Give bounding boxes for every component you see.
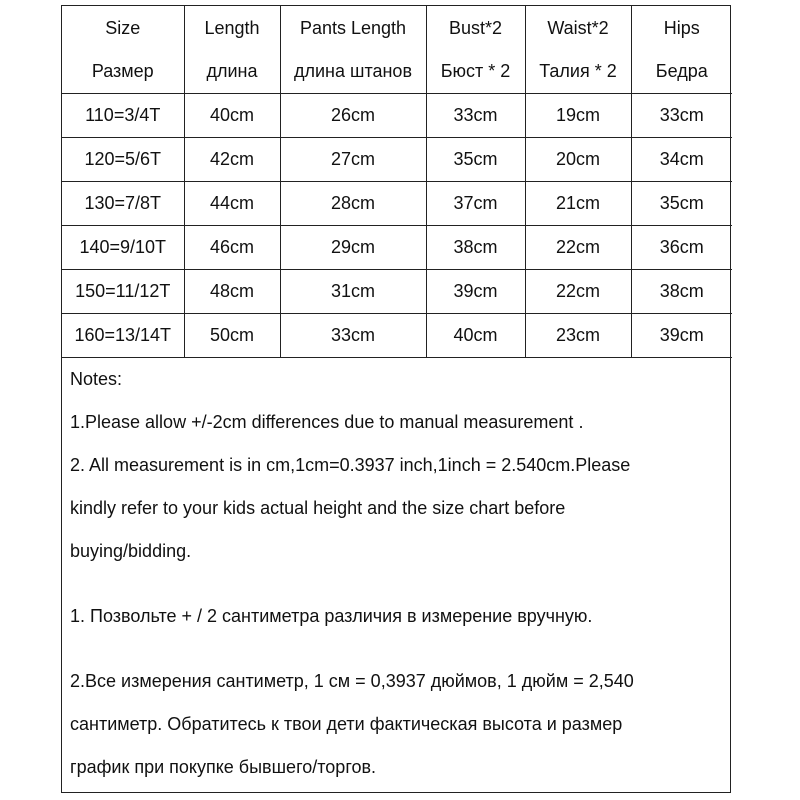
column-header-hips: Hips Бедра xyxy=(631,6,732,94)
cell-length: 46cm xyxy=(184,226,280,270)
cell-size: 130=7/8T xyxy=(62,182,184,226)
cell-bust: 37cm xyxy=(426,182,525,226)
cell-waist: 21cm xyxy=(525,182,631,226)
table-row xyxy=(62,94,732,138)
table-row xyxy=(62,182,732,226)
cell-pants-length: 28cm xyxy=(280,182,426,226)
notes-title: Notes: xyxy=(70,369,123,389)
note-en-2-line-2: kindly refer to your kids actual height and the size chart before xyxy=(70,498,566,518)
size-chart xyxy=(61,5,731,793)
cell-size: 140=9/10T xyxy=(62,226,184,270)
cell-hips: 35cm xyxy=(631,182,732,226)
note-ru-2-line-1: 2.Все измерения сантиметр, 1 см = 0,3937 дюймов, 1 дюйм = 2,540 xyxy=(70,671,634,691)
table-row xyxy=(62,270,732,314)
cell-bust: 39cm xyxy=(426,270,525,314)
header-row xyxy=(62,6,732,94)
cell-pants-length: 29cm xyxy=(280,226,426,270)
column-header-length: Length длина xyxy=(184,6,280,94)
cell-waist: 22cm xyxy=(525,270,631,314)
cell-pants-length: 27cm xyxy=(280,138,426,182)
note-en-2-line-1: 2. All measurement is in cm,1cm=0.3937 inch,1inch = 2.540cm.Please xyxy=(70,455,631,475)
column-header-pants-length: Pants Length длина штанов xyxy=(280,6,426,94)
notes-section xyxy=(62,358,730,789)
column-header-size: Size Размер xyxy=(62,6,184,94)
column-header-waist: Waist*2 Талия * 2 xyxy=(525,6,631,94)
cell-bust: 40cm xyxy=(426,314,525,358)
cell-hips: 34cm xyxy=(631,138,732,182)
size-table xyxy=(62,6,732,358)
note-en-2-line-3: buying/bidding. xyxy=(70,541,192,561)
table-row xyxy=(62,226,732,270)
cell-pants-length: 33cm xyxy=(280,314,426,358)
table-row xyxy=(62,314,732,358)
cell-length: 40cm xyxy=(184,94,280,138)
cell-size: 150=11/12T xyxy=(62,270,184,314)
cell-length: 44cm xyxy=(184,182,280,226)
cell-pants-length: 31cm xyxy=(280,270,426,314)
cell-hips: 38cm xyxy=(631,270,732,314)
note-ru-1: 1. Позвольте + / 2 сантиметра различия в измерение вручную. xyxy=(70,606,593,626)
cell-bust: 35cm xyxy=(426,138,525,182)
cell-size: 160=13/14T xyxy=(62,314,184,358)
cell-length: 42cm xyxy=(184,138,280,182)
cell-hips: 39cm xyxy=(631,314,732,358)
cell-bust: 38cm xyxy=(426,226,525,270)
cell-waist: 23cm xyxy=(525,314,631,358)
cell-pants-length: 26cm xyxy=(280,94,426,138)
cell-bust: 33cm xyxy=(426,94,525,138)
note-ru-2-line-2: сантиметр. Обратитесь к твои дети фактическая высота и размер xyxy=(70,714,623,734)
cell-waist: 19cm xyxy=(525,94,631,138)
cell-hips: 33cm xyxy=(631,94,732,138)
table-row xyxy=(62,138,732,182)
notes-spacer xyxy=(70,573,722,595)
cell-hips: 36cm xyxy=(631,226,732,270)
cell-size: 120=5/6T xyxy=(62,138,184,182)
cell-size: 110=3/4T xyxy=(62,94,184,138)
cell-waist: 20cm xyxy=(525,138,631,182)
notes-spacer xyxy=(70,638,722,660)
cell-length: 48cm xyxy=(184,270,280,314)
cell-waist: 22cm xyxy=(525,226,631,270)
column-header-bust: Bust*2 Бюст * 2 xyxy=(426,6,525,94)
note-en-1: 1.Please allow +/-2cm differences due to manual measurement . xyxy=(70,412,584,432)
note-ru-2-line-3: график при покупке бывшего/торгов. xyxy=(70,757,377,777)
cell-length: 50cm xyxy=(184,314,280,358)
